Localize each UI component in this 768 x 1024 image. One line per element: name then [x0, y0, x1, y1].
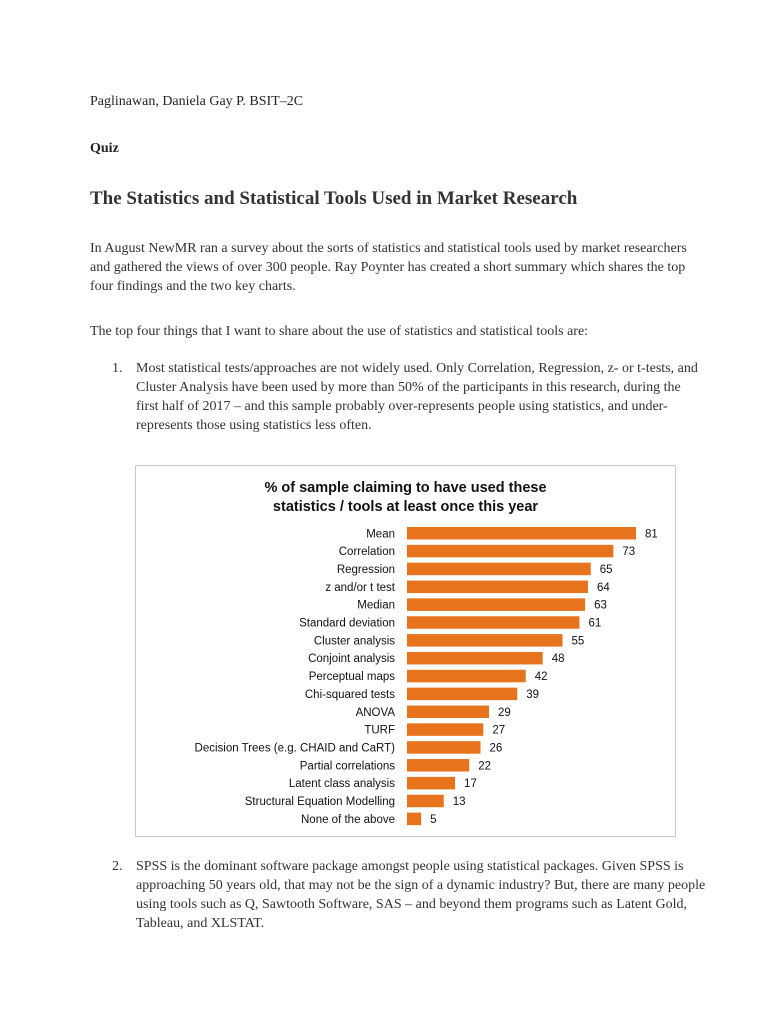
category-label: Chi-squared tests [304, 688, 395, 701]
intro-paragraph: In August NewMR ran a survey about the sorts of statistics and statistical tools used by market researchers and gathered the views of over 300 people. Ray Poynter has created a short summary which shares the top four findings and the two key charts. [90, 241, 687, 294]
category-label: None of the above [301, 813, 395, 826]
category-label: Decision Trees (e.g. CHAID and CaRT) [194, 742, 395, 755]
bar [407, 581, 588, 594]
bar [407, 652, 543, 665]
data-label: 81 [645, 528, 658, 541]
quiz-label: Quiz [90, 141, 119, 156]
category-label: z and/or t test [325, 581, 395, 594]
data-label: 63 [594, 599, 607, 612]
chart-plot [136, 466, 675, 836]
data-label: 5 [430, 813, 437, 826]
chart-title-line-1: % of sample claiming to have used these [264, 480, 547, 496]
data-label: 17 [464, 778, 477, 791]
category-label: Conjoint analysis [308, 653, 395, 666]
bar [407, 563, 591, 576]
bar [407, 741, 481, 754]
author-line: Paglinawan, Daniela Gay P. BSIT–2C [90, 94, 304, 109]
data-label: 65 [599, 563, 613, 576]
data-label: 27 [492, 724, 506, 737]
findings-intro-paragraph: The top four things that I want to share about the use of statistics and statistical tools are: [90, 324, 589, 339]
category-label: Regression [336, 563, 395, 576]
category-label: Structural Equation Modelling [244, 796, 395, 808]
document-title: The Statistics and Statistical Tools Used in Market Research [90, 188, 578, 209]
bar [407, 813, 421, 826]
data-label: 26 [489, 742, 503, 755]
list-number: 2. [112, 859, 123, 874]
category-label: ANOVA [355, 706, 395, 719]
data-label: 22 [478, 760, 491, 773]
data-label: 48 [551, 653, 565, 666]
bar [407, 670, 526, 683]
data-label: 29 [497, 706, 511, 719]
chart-title-line-2: statistics / tools at least once this year [272, 499, 539, 515]
data-label: 39 [526, 688, 540, 701]
data-label: 73 [622, 546, 636, 559]
bar [407, 688, 517, 701]
category-label: Median [357, 599, 395, 612]
bar [407, 706, 489, 719]
bar [407, 777, 455, 790]
bar [407, 598, 585, 611]
data-label: 13 [452, 796, 466, 808]
bar [407, 759, 469, 772]
data-label: 55 [571, 635, 585, 648]
category-label: Partial correlations [299, 760, 395, 773]
bar [407, 527, 636, 540]
category-label: Latent class analysis [288, 778, 395, 791]
bar [407, 634, 562, 647]
bar [407, 616, 579, 629]
category-label: TURF [364, 724, 395, 737]
bar [407, 545, 613, 558]
list-text: SPSS is the dominant software package amongst people using statistical packages. Given SPSS is approaching 50 years old, that may not be the sign of a dynamic industry? But, there are many people using tools such as Q, Sawtooth Software, SAS – and beyond them programs such as Latent Gold, Tableau, and XLSTAT. [136, 859, 706, 931]
bar [407, 795, 444, 808]
category-label: Cluster analysis [313, 635, 395, 648]
bar-chart [135, 465, 676, 837]
category-label: Perceptual maps [308, 671, 395, 684]
bar [407, 723, 483, 736]
list-number: 1. [112, 361, 123, 376]
category-label: Mean [366, 528, 395, 541]
list-text: Most statistical tests/approaches are not widely used. Only Correlation, Regression, z- or t-tests, and Cluster Analysis have been used by more than 50% of the participants in this research, during the first half of 2017 – and this sample probably over-represents people using statistics, and under-represents those using statistics less often. [136, 361, 698, 433]
data-label: 42 [534, 671, 548, 684]
data-label: 64 [596, 581, 610, 594]
data-label: 61 [588, 617, 602, 630]
category-label: Standard deviation [299, 617, 395, 630]
category-label: Correlation [338, 546, 395, 559]
